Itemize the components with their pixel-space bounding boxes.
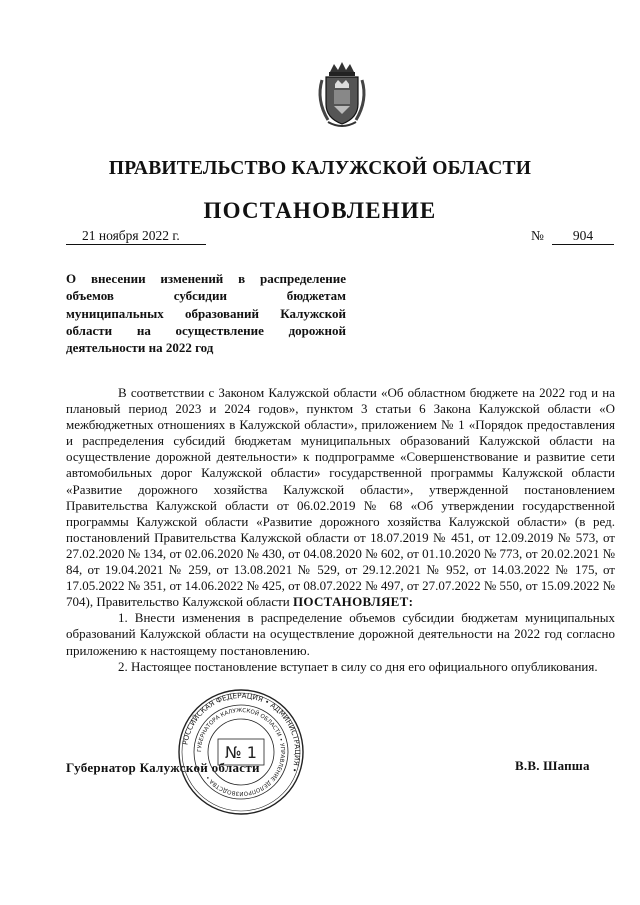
document-number: 904 xyxy=(552,228,614,245)
document-body xyxy=(66,385,615,675)
resolution-item-2: 2. Настоящее постановление вступает в силу со дня его официального опубликования. xyxy=(118,658,598,674)
preamble-paragraph xyxy=(66,385,615,610)
subject-line: О внесении изменений в распределение xyxy=(66,271,346,286)
official-seal-icon xyxy=(176,687,306,817)
document-type: ПОСТАНОВЛЕНИЕ xyxy=(203,198,437,223)
resolution-item-1: 1. Внести изменения в распределение объемов субсидии бюджетам муниципальных образований Калужской области на осуществление дорожной деятельности на 2022 год согласно приложению к настоящему постановлению. xyxy=(66,610,615,658)
signatory-position: Губернатор Калужской области xyxy=(66,760,260,775)
subject-line: муниципальных образований Калужской xyxy=(66,305,346,321)
seal-outer-text: РОССИЙСКАЯ ФЕДЕРАЦИЯ • АДМИНИСТРАЦИЯ • xyxy=(180,690,303,774)
signatory-name: В.В. Шапша xyxy=(515,758,590,773)
seal-number: № 1 xyxy=(225,743,257,762)
document-subject xyxy=(66,270,346,356)
document-date: 21 ноября 2022 г. xyxy=(66,228,206,245)
preamble-text: В соответствии с Законом Калужской области «Об областном бюджете на 2022 год и на плановый период 2023 и 2024 годов», пунктом 3 статьи 6 Закона Калужской области «О межбюджетных отношениях в Калужской области», приложением № 1 «Порядок предоставления и распределения субсидий бюджетам муниципальных образований Калужской области на осуществление дорожной деятельности» к подпрограмме «Совершенствование и развитие сети автомобильных дорог Калужской области» государственной программы Калужской области «Развитие дорожного хозяйства Калужской области», утвержденной постановлением Правительства Калужской области от 06.02.2019 № 68 «Об утверждении государственной программы Калужской области «Развитие дорожного хозяйства Калужской области» (в ред. постановлений Правительства Калужской области от 18.07.2019 № 451, от 12.09.2019 № 573, от 27.02.2020 № 134, от 02.06.2020 № 430, от 04.08.2020 № 602, от 01.10.2020 № 773, от 20.02.2021 № 84, от 19.04.2021 № 259, от 13.08.2021 № 529, от 29.12.2021 № 952, от 14.03.2022 № 175, от 17.05.2022 № 351, от 14.06.2022 № 425, от 08.07.2022 № 497, от 27.07.2022 № 550, от 15.09.2022 № 704), Правительство Калужской области xyxy=(66,385,615,610)
document-number-label: № xyxy=(531,228,544,243)
government-title: ПРАВИТЕЛЬСТВО КАЛУЖСКОЙ ОБЛАСТИ xyxy=(108,158,532,179)
subject-line: объемов субсидии бюджетам xyxy=(66,288,346,304)
subject-line: деятельности на 2022 год xyxy=(66,340,214,356)
resolves-keyword: ПОСТАНОВЛЯЕТ: xyxy=(293,594,414,610)
coat-of-arms-icon xyxy=(312,60,372,130)
subject-line: области на осуществление дорожной xyxy=(66,322,346,338)
seal-inner-text: ГУБЕРНАТОРА КАЛУЖСКОЙ ОБЛАСТИ • УПРАВЛЕНИЕ ДЕЛОПРОИЗВОДСТВА • xyxy=(196,707,286,797)
